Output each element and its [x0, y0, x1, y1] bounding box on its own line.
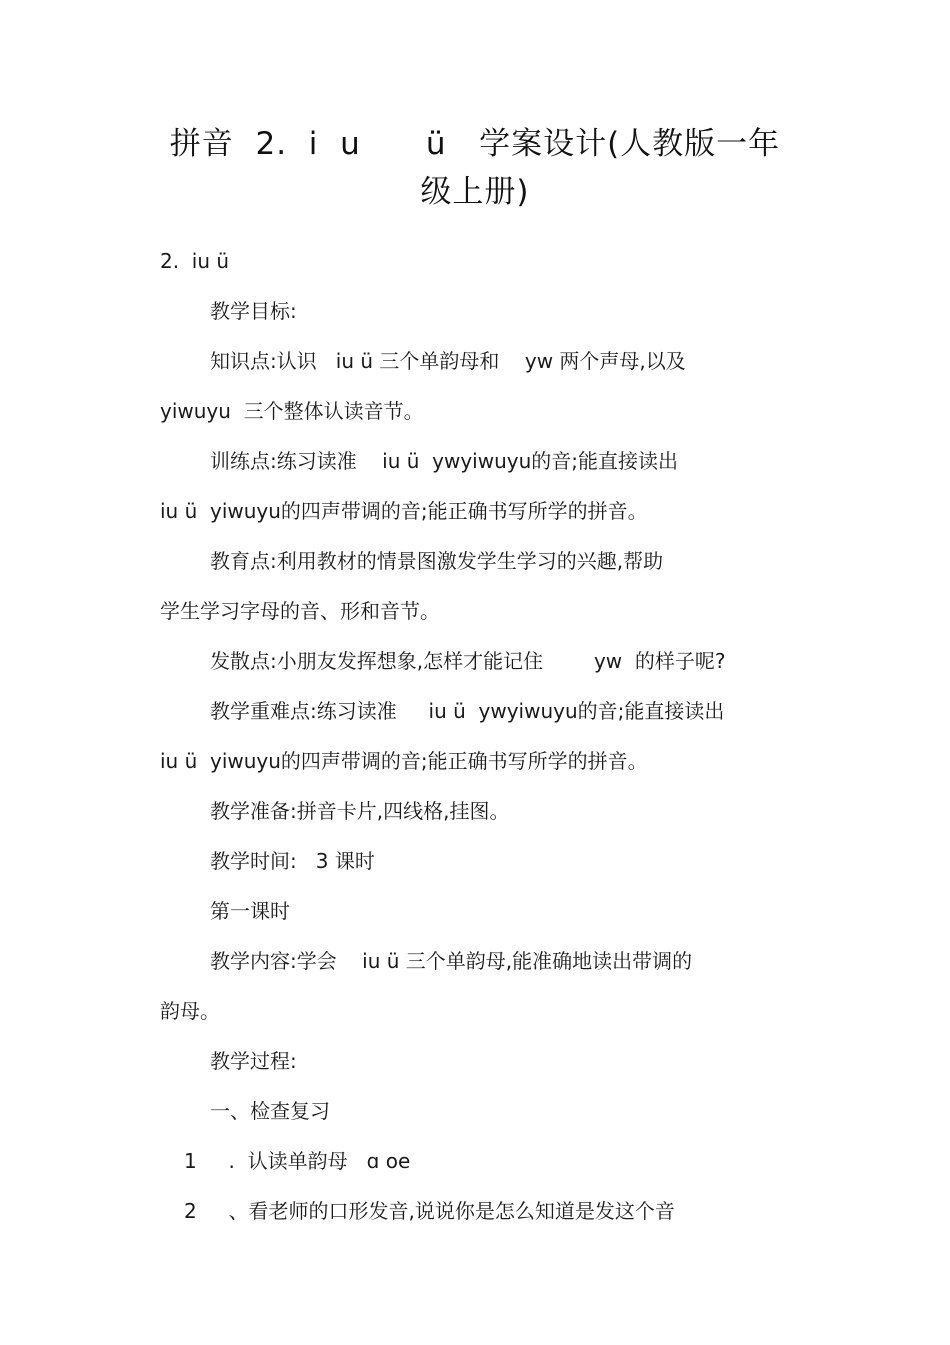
paragraph-line: yiwuyu 三个整体认读音节。 [160, 399, 424, 423]
paragraph-line: 发散点:小朋友发挥想象,怎样才能记住 yw 的样子呢? [210, 649, 726, 673]
section-heading: 2. iu ü [160, 249, 230, 273]
paragraph-line: 教学过程: [210, 1049, 297, 1073]
paragraph-line: iu ü yiwuyu的四声带调的音;能正确书写所学的拼音。 [160, 499, 648, 523]
paragraph-line: 学生学习字母的音、形和音节。 [160, 599, 440, 623]
list-item: 1 . 认读单韵母 ɑ oe [184, 1149, 411, 1173]
paragraph-line: 一、检查复习 [210, 1099, 330, 1123]
paragraph-line: 训练点:练习读准 iu ü ywyiwuyu的音;能直接读出 [210, 449, 679, 473]
document-title-line-1: 拼音 2. i u ü 学案设计(人教版一年 [169, 126, 781, 162]
paragraph-line: 教学准备:拼音卡片,四线格,挂图。 [210, 799, 510, 823]
paragraph-line: 教学目标: [210, 299, 297, 323]
document-title-line-2: 级上册) [420, 174, 530, 210]
paragraph-line: 教育点:利用教材的情景图激发学生学习的兴趣,帮助 [210, 549, 664, 573]
paragraph-line: 教学时间: 3 课时 [210, 849, 375, 873]
paragraph-line: 知识点:认识 iu ü 三个单韵母和 yw 两个声母,以及 [210, 349, 686, 373]
paragraph-line: 教学重难点:练习读准 iu ü ywyiwuyu的音;能直接读出 [210, 699, 725, 723]
paragraph-line: 教学内容:学会 iu ü 三个单韵母,能准确地读出带调的 [210, 949, 693, 973]
paragraph-line: 第一课时 [210, 899, 290, 923]
list-item: 2 、看老师的口形发音,说说你是怎么知道是发这个音 [184, 1199, 675, 1223]
paragraph-line: 韵母。 [160, 999, 220, 1023]
paragraph-line: iu ü yiwuyu的四声带调的音;能正确书写所学的拼音。 [160, 749, 648, 773]
